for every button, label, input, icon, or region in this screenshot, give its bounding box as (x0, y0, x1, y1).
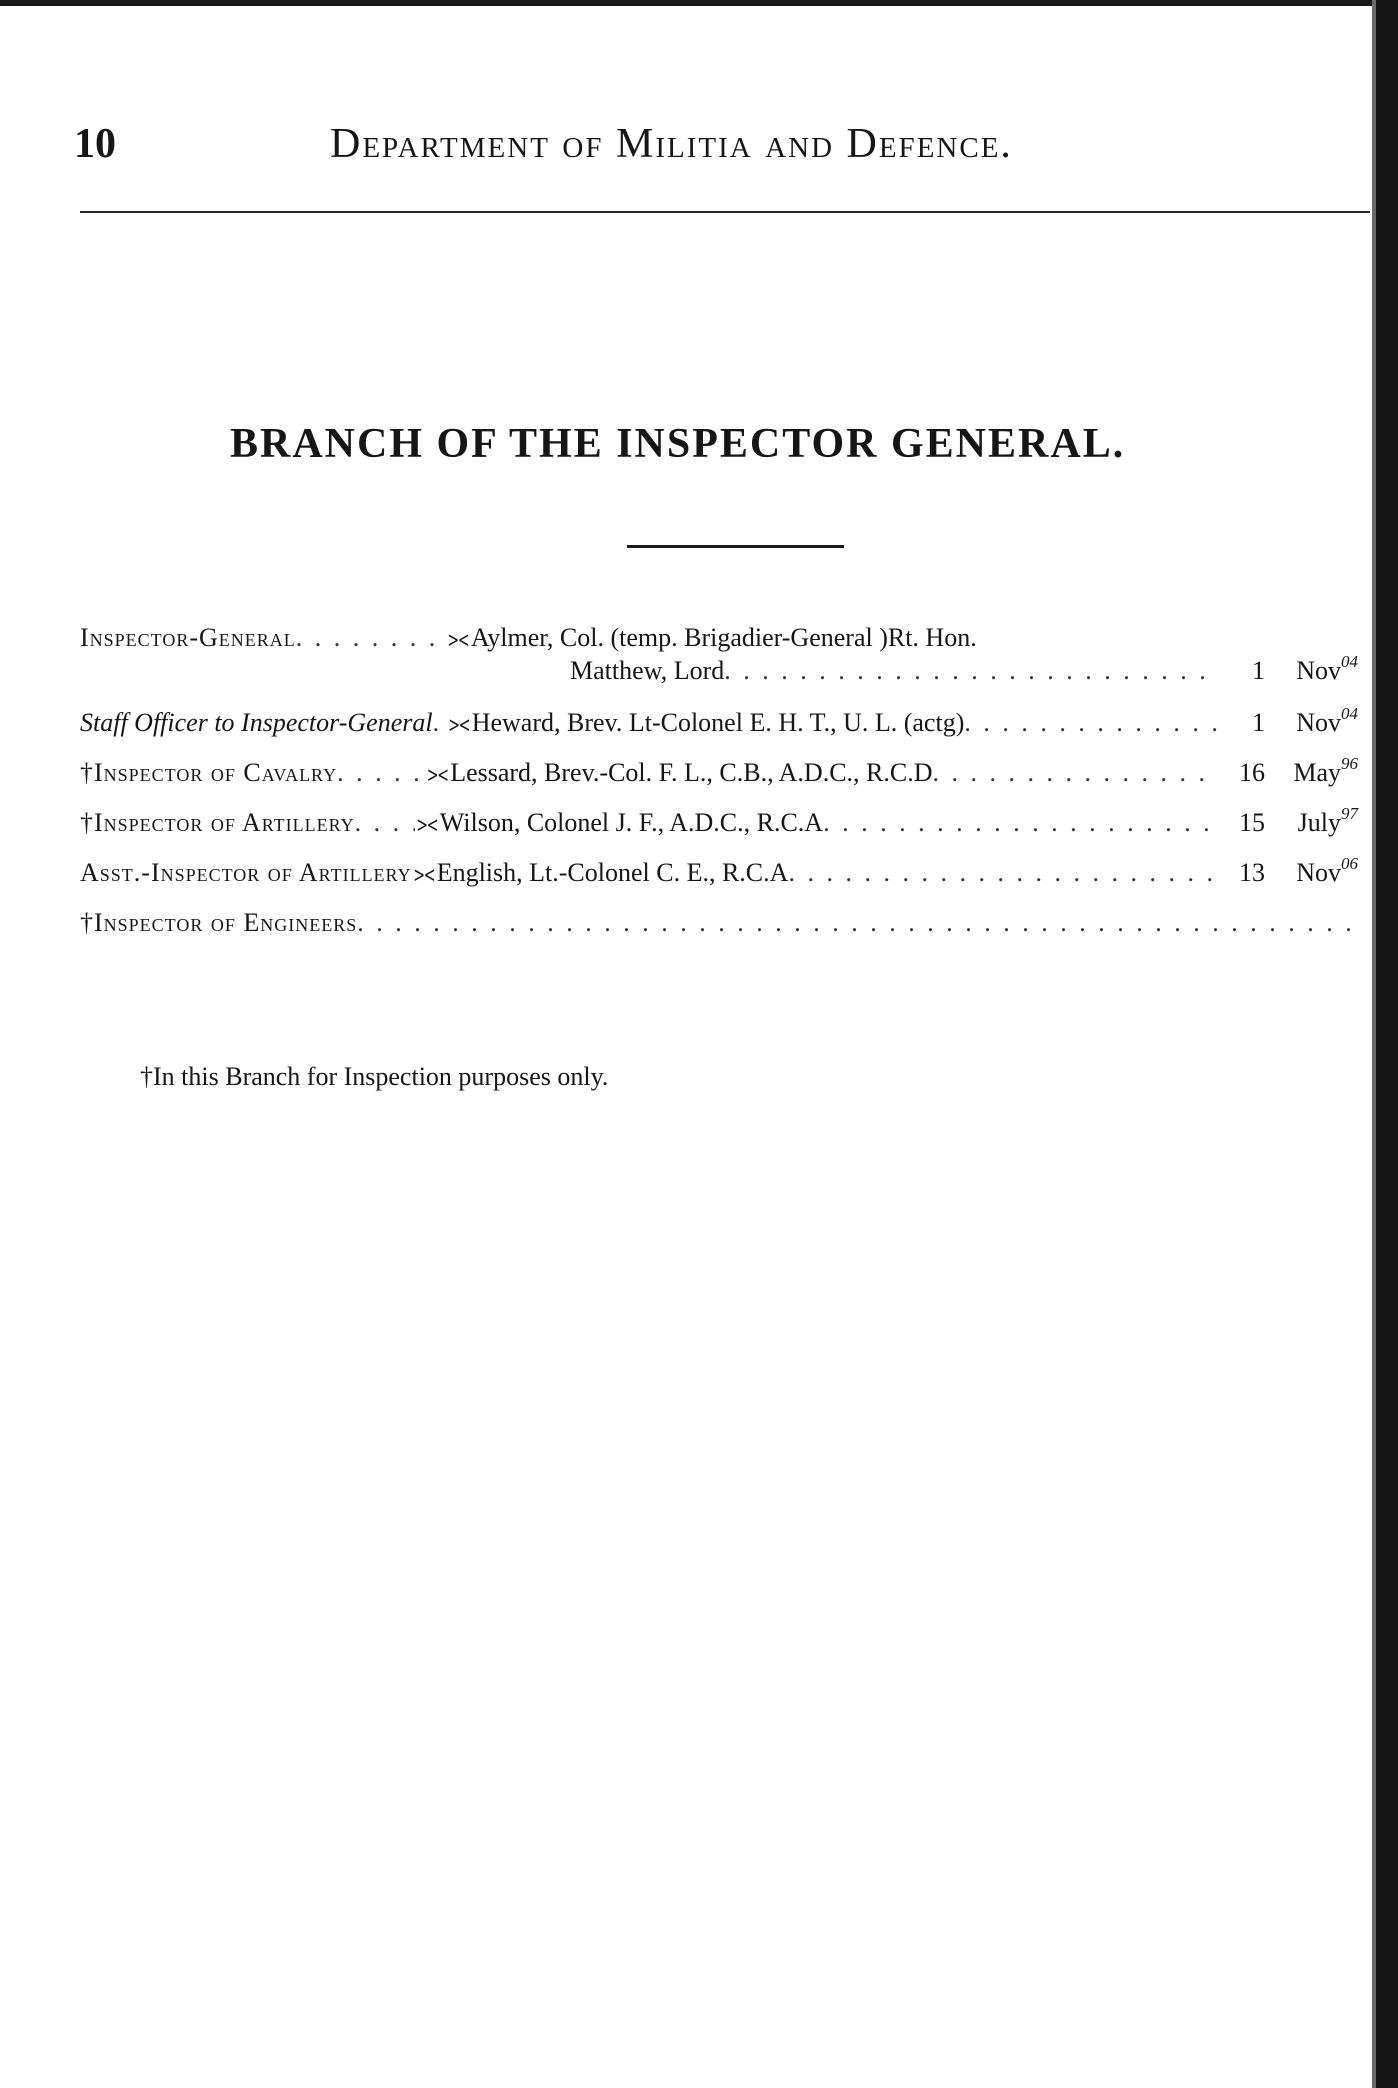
dot-leader (357, 907, 1365, 938)
appointment-year: 04 (1341, 707, 1358, 723)
position-label: Staff Officer to Inspector-General (80, 708, 433, 737)
appointment-day: 1 (1252, 656, 1265, 685)
appointment-month: Nov (1296, 656, 1341, 685)
title-rule (627, 545, 844, 548)
officer-list (80, 622, 1365, 938)
footnote: †In this Branch for Inspection purposes only. (140, 1062, 609, 1091)
appointment-day: 1 (1252, 708, 1265, 737)
crossed-swords-icon: ⪥ (447, 626, 469, 652)
list-item (80, 807, 1365, 841)
officer-name: Wilson, Colonel J. F., A.D.C., R.C.A (439, 808, 824, 837)
officer-name-continued: Matthew, Lord (570, 656, 725, 685)
appointment-month: May (1293, 758, 1341, 787)
appointment-day: 15 (1239, 808, 1265, 837)
entry-line (80, 707, 1365, 741)
dot-leader (433, 707, 447, 738)
position-label: †Inspector of Artillery (80, 808, 355, 837)
entry-continuation (80, 655, 1365, 689)
list-item (80, 907, 1365, 938)
crossed-swords-icon: ⪥ (427, 761, 449, 787)
position-label: Inspector-General (80, 623, 296, 652)
appointment-year: 04 (1341, 655, 1358, 671)
entry-line (80, 622, 1365, 655)
dot-leader (933, 757, 1218, 788)
appointment-year: 96 (1341, 757, 1358, 773)
appointment-month: Nov (1296, 858, 1341, 887)
binding-edge (1376, 0, 1398, 2088)
section-title: BRANCH OF THE INSPECTOR GENERAL. (230, 421, 1126, 467)
list-item (80, 622, 1365, 689)
appointment-year: 06 (1341, 857, 1358, 873)
position-label: †Inspector of Cavalry (80, 758, 338, 787)
dot-leader (724, 655, 1217, 686)
entry-line (80, 907, 1365, 938)
page-number: 10 (74, 121, 116, 167)
dot-leader (337, 757, 425, 788)
appointment-year: 97 (1341, 807, 1358, 823)
officer-name: Aylmer, Col. (temp. Brigadier-General )Rt. Hon. (470, 623, 977, 652)
appointment-day: 13 (1239, 858, 1265, 887)
page-header (0, 112, 1398, 172)
appointment-month: July (1297, 808, 1341, 837)
dot-leader (355, 807, 415, 838)
officer-name: Lessard, Brev.-Col. F. L., C.B., A.D.C., R.C.D (450, 758, 933, 787)
position-label: †Inspector of Engineers (80, 908, 358, 937)
entry-line (80, 807, 1365, 841)
dot-leader (788, 857, 1217, 888)
running-head: Department of Militia and Defence. (330, 121, 1013, 167)
list-item (80, 857, 1365, 891)
officer-name: English, Lt.-Colonel C. E., R.C.A (436, 858, 789, 887)
list-item (80, 757, 1365, 791)
entry-line (80, 757, 1365, 791)
dot-leader (296, 622, 446, 653)
header-rule (80, 211, 1370, 213)
appointment-day: 16 (1239, 758, 1265, 787)
crossed-swords-icon: ⪥ (413, 861, 435, 887)
list-item (80, 707, 1365, 741)
position-label: Asst.-Inspector of Artillery (80, 858, 412, 887)
crossed-swords-icon: ⪥ (416, 811, 438, 837)
page-top-edge (0, 0, 1398, 6)
dot-leader (964, 707, 1217, 738)
appointment-month: Nov (1296, 708, 1341, 737)
officer-name: Heward, Brev. Lt-Colonel E. H. T., U. L. (actg) (471, 708, 965, 737)
dot-leader (823, 807, 1217, 838)
crossed-swords-icon: ⪥ (448, 711, 470, 737)
entry-line (80, 857, 1365, 891)
